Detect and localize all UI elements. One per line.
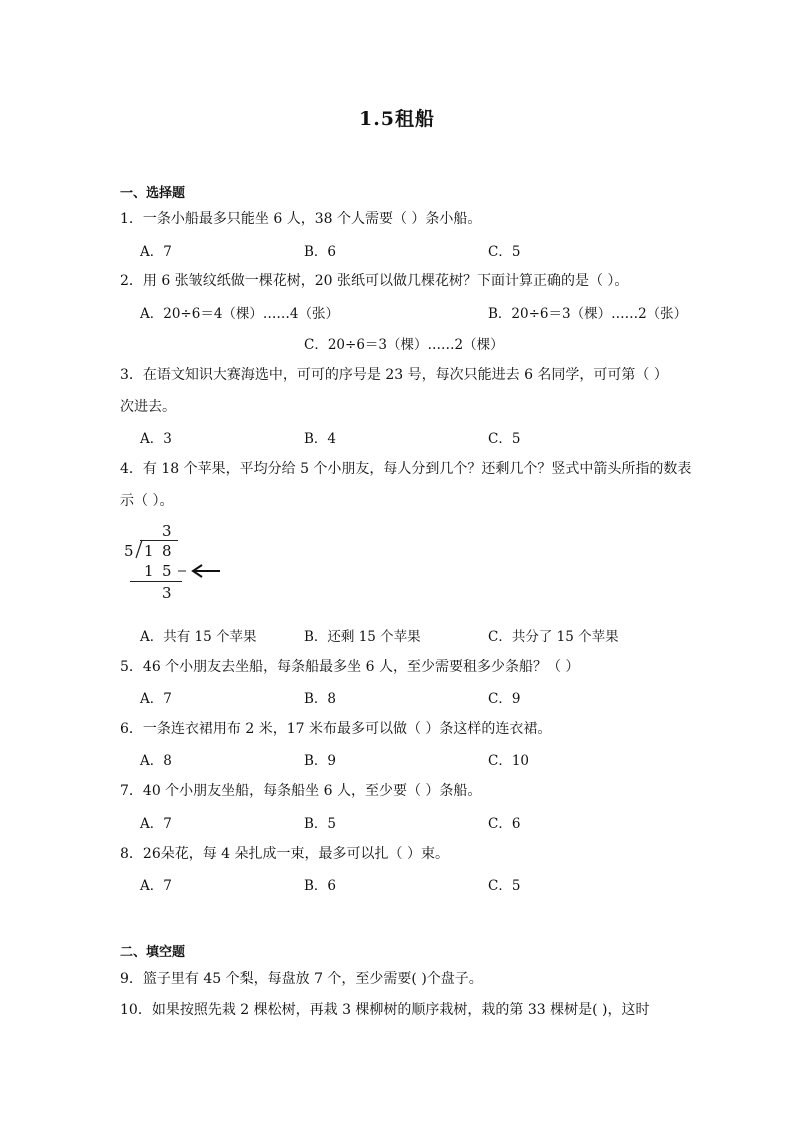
arrow-left-icon <box>174 564 224 578</box>
q4-option-a: A．共有 15 个苹果 <box>140 629 257 645</box>
q6-option-b: B．9 <box>304 753 337 769</box>
q1-option-c: C．5 <box>488 244 521 260</box>
division-remainder: 3 <box>162 584 172 602</box>
division-product-ones: 5 <box>162 562 172 580</box>
section-heading-choice: 一、选择题 <box>120 186 186 201</box>
question-4: 4．有 18 个苹果，平均分给 5 个小朋友，每人分到几个？还剩几个？竖式中箭头所指的数表 <box>120 461 692 477</box>
q4-option-b: B．还剩 15 个苹果 <box>304 629 421 645</box>
q8-option-a: A．7 <box>140 878 172 894</box>
q7-option-b: B．5 <box>304 816 337 832</box>
question-7: 7．40 个小朋友坐船，每条船坐 6 人，至少要（ ）条船。 <box>120 783 482 799</box>
page-title: 1.5租船 <box>358 108 436 130</box>
question-4-cont: 示（ ）。 <box>120 493 174 509</box>
q5-option-c: C．9 <box>488 691 521 707</box>
q5-option-b: B．8 <box>304 691 337 707</box>
division-bar <box>140 540 178 541</box>
q2-option-c: C．20÷6＝3（棵）……2（棵） <box>304 337 504 353</box>
section-heading-fill: 二、填空题 <box>120 945 186 960</box>
question-1: 1．一条小船最多只能坐 6 人，38 个人需要（ ）条小船。 <box>120 211 482 227</box>
question-9: 9．篮子里有 45 个梨，每盘放 7 个，至少需要( )个盘子。 <box>120 971 483 987</box>
q3-option-c: C．5 <box>488 431 521 447</box>
q2-option-a: A．20÷6＝4（棵）……4（张） <box>140 306 340 322</box>
long-division-figure <box>122 522 232 602</box>
question-8: 8．26朵花，每 4 朵扎成一束，最多可以扎（ ）束。 <box>120 846 449 862</box>
q1-option-a: A．7 <box>140 244 172 260</box>
q7-option-c: C．6 <box>488 816 521 832</box>
question-3-cont: 次进去。 <box>120 399 176 415</box>
division-product-tens: 1 <box>144 562 154 580</box>
question-2: 2．用 6 张皱纹纸做一棵花树，20 张纸可以做几棵花树？下面计算正确的是（ ）。 <box>120 273 629 289</box>
division-subtract-line <box>130 581 182 582</box>
q3-option-b: B．4 <box>304 431 337 447</box>
question-10: 10．如果按照先栽 2 棵松树，再栽 3 棵柳树的顺序栽树，栽的第 33 棵树是( )，这时 <box>120 1002 650 1018</box>
q8-option-b: B．6 <box>304 878 337 894</box>
division-dividend-ones: 8 <box>162 542 172 560</box>
question-6: 6．一条连衣裙用布 2 米，17 米布最多可以做（ ）条这样的连衣裙。 <box>120 721 552 737</box>
q8-option-c: C．5 <box>488 878 521 894</box>
q2-option-b: B．20÷6＝3（棵）……2（张） <box>488 306 688 322</box>
division-bracket <box>134 539 144 559</box>
q6-option-a: A．8 <box>140 753 172 769</box>
q6-option-c: C．10 <box>488 753 530 769</box>
question-3: 3．在语文知识大赛海选中，可可的序号是 23 号，每次只能进去 6 名同学，可可第（ ） <box>120 367 668 383</box>
question-5: 5．46 个小朋友去坐船，每条船最多坐 6 人，至少需要租多少条船？（ ） <box>120 659 580 675</box>
q1-option-b: B．6 <box>304 244 337 260</box>
q3-option-a: A．3 <box>140 431 172 447</box>
division-quotient: 3 <box>162 522 172 540</box>
division-dividend-tens: 1 <box>144 542 154 560</box>
division-divisor: 5 <box>124 542 134 560</box>
q4-option-c: C．共分了 15 个苹果 <box>488 629 619 645</box>
q7-option-a: A．7 <box>140 816 172 832</box>
q5-option-a: A．7 <box>140 691 172 707</box>
